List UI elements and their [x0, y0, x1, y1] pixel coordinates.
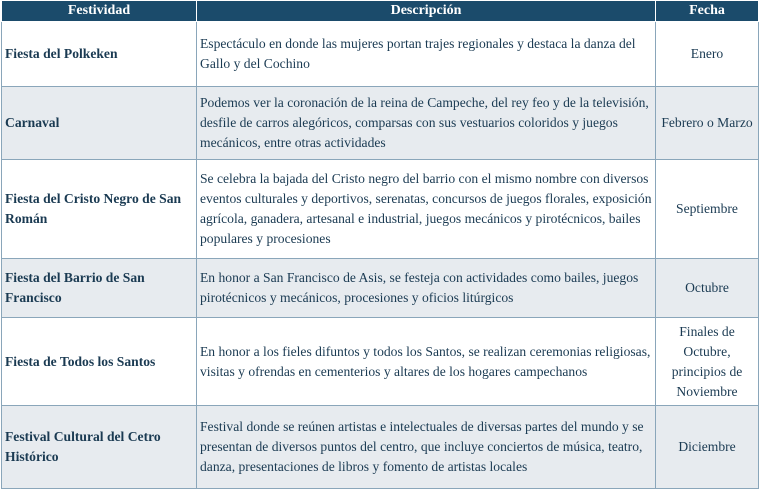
table-body [2, 22, 759, 489]
fecha-cell: Enero [656, 22, 759, 87]
fecha-cell: Finales de Octubre, principios de Noviembre [656, 318, 759, 406]
festividad-cell: Fiesta del Barrio de San Francisco [2, 259, 197, 318]
table-row [2, 406, 759, 489]
festividad-cell: Festival Cultural del Cetro Histórico [2, 406, 197, 489]
fecha-cell: Febrero o Marzo [656, 87, 759, 160]
festivities-table [1, 0, 759, 489]
descripcion-cell: Podemos ver la coronación de la reina de Campeche, del rey feo y de la televisión, desfile de carros alegóricos, comparsas con sus vestuarios coloridos y juegos mecánicos, entre otras actividades [197, 87, 656, 160]
header-fecha: Fecha [656, 1, 759, 22]
table-row [2, 22, 759, 87]
festividad-cell: Fiesta del Polkeken [2, 22, 197, 87]
table-row [2, 259, 759, 318]
header-row [2, 1, 759, 22]
fecha-cell: Octubre [656, 259, 759, 318]
descripcion-cell: Se celebra la bajada del Cristo negro del barrio con el mismo nombre con diversos eventos culturales y deportivos, serenatas, concursos de juegos florales, exposición agrícola, ganadera, artesanal e industrial, juegos mecánicos y pirotécnicos, bailes populares y procesiones [197, 160, 656, 259]
descripcion-cell: En honor a los fieles difuntos y todos los Santos, se realizan ceremonias religiosas, visitas y ofrendas en cementerios y altares de los hogares campechanos [197, 318, 656, 406]
table-row [2, 160, 759, 259]
table-row [2, 87, 759, 160]
fecha-cell: Diciembre [656, 406, 759, 489]
table-row [2, 318, 759, 406]
table-header [2, 1, 759, 22]
descripcion-cell: Festival donde se reúnen artistas e intelectuales de diversas partes del mundo y se presentan de diversos puntos del centro, que incluye conciertos de música, teatro, danza, presentaciones de libros y fomento de artistas locales [197, 406, 656, 489]
fecha-cell: Septiembre [656, 160, 759, 259]
festividad-cell: Fiesta del Cristo Negro de San Román [2, 160, 197, 259]
header-descripcion: Descripción [197, 1, 656, 22]
descripcion-cell: En honor a San Francisco de Asis, se festeja con actividades como bailes, juegos pirotécnicos y mecánicos, procesiones y oficios litúrgicos [197, 259, 656, 318]
festividad-cell: Fiesta de Todos los Santos [2, 318, 197, 406]
descripcion-cell: Espectáculo en donde las mujeres portan trajes regionales y destaca la danza del Gallo y del Cochino [197, 22, 656, 87]
festividad-cell: Carnaval [2, 87, 197, 160]
header-festividad: Festividad [2, 1, 197, 22]
